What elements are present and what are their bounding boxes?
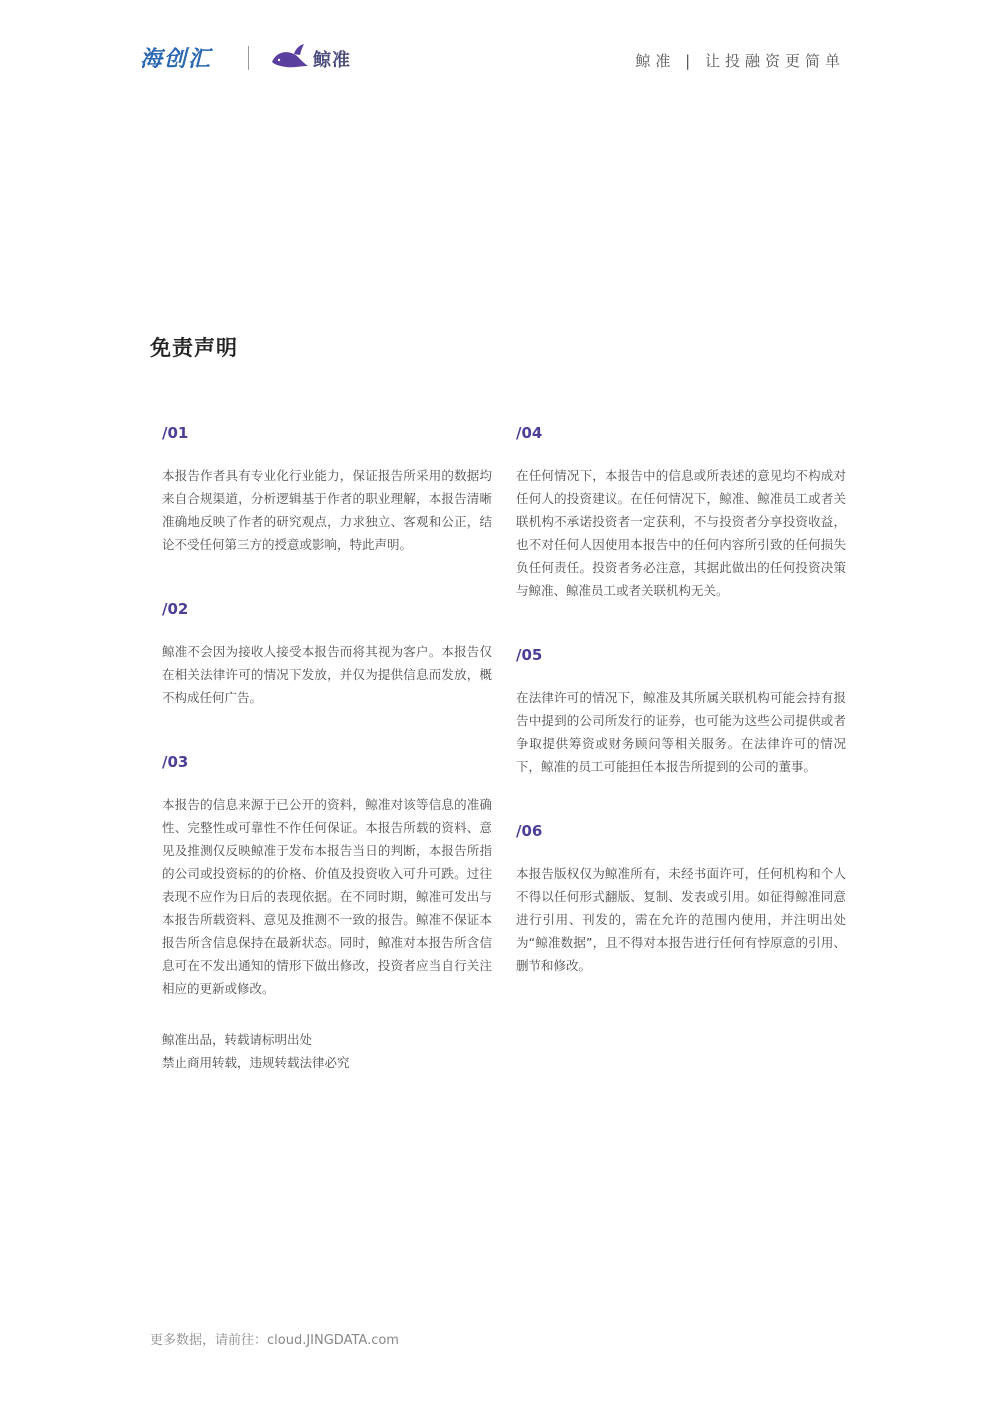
right-column	[516, 424, 846, 1021]
jingzhun-logo-text: 鲸准	[313, 50, 351, 71]
page-header	[140, 40, 845, 80]
section-text: 本报告的信息来源于已公开的资料，鲸准对该等信息的准确性、完整性或可靠性不作任何保证。本报告所载的资料、意见及推测仅反映鲸准于发布本报告当日的判断，本报告所指的公司或投资标的的价格、价值及投资收入可升可跌。过往表现不应作为日后的表现依据。在不同时期，鲸准可发出与本报告所载资料、意见及推测不一致的报告。鲸准不保证本报告所含信息保持在最新状态。同时，鲸准对本报告所含信息可在不发出通知的情形下做出修改，投资者应当自行关注相应的更新或修改。	[162, 797, 492, 996]
section-number: /05	[516, 646, 543, 664]
section-number: /03	[162, 753, 189, 771]
section-number: /01	[162, 424, 189, 442]
footer-link-text: 更多数据，请前往：cloud.JINGDATA.com	[150, 1333, 399, 1348]
note-line-2: 禁止商用转载，违规转载法律必究	[162, 1055, 350, 1070]
section-number: /04	[516, 424, 543, 442]
disclaimer-section-02	[162, 600, 492, 709]
page-title: 免责声明	[150, 336, 238, 360]
whale-icon	[270, 42, 310, 72]
logo-divider	[248, 46, 249, 70]
section-number: /06	[516, 822, 543, 840]
note-line-1: 鲸准出品，转载请标明出处	[162, 1032, 313, 1047]
haichuanghui-logo: 海创汇	[140, 46, 213, 72]
disclaimer-section-04	[516, 424, 846, 602]
section-text: 鲸准不会因为接收人接受本报告而将其视为客户。本报告仅在相关法律许可的情况下发放，并仅为提供信息而发放，概不构成任何广告。	[162, 644, 492, 705]
disclaimer-section-06	[516, 822, 846, 977]
section-text: 本报告版权仅为鲸准所有，未经书面许可，任何机构和个人不得以任何形式翻版、复制、发表或引用。如征得鲸准同意进行引用、刊发的，需在允许的范围内使用，并注明出处为“鲸准数据”，且不得对本报告进行任何有悖原意的引用、删节和修改。	[516, 866, 846, 973]
copyright-note	[162, 1028, 350, 1074]
section-text: 在任何情况下，本报告中的信息或所表述的意见均不构成对任何人的投资建议。在任何情况下，鲸准、鲸准员工或者关联机构不承诺投资者一定获利，不与投资者分享投资收益，也不对任何人因使用本报告中的任何内容所引致的任何损失负任何责任。投资者务必注意，其据此做出的任何投资决策与鲸准、鲸准员工或者关联机构无关。	[516, 468, 846, 598]
left-column	[162, 424, 492, 1044]
section-text: 在法律许可的情况下，鲸准及其所属关联机构可能会持有报告中提到的公司所发行的证券，也可能为这些公司提供或者争取提供筹资或财务顾问等相关服务。在法律许可的情况下，鲸准的员工可能担任本报告所提到的公司的董事。	[516, 690, 846, 774]
section-text: 本报告作者具有专业化行业能力，保证报告所采用的数据均来自合规渠道，分析逻辑基于作者的职业理解，本报告清晰准确地反映了作者的研究观点，力求独立、客观和公正，结论不受任何第三方的授意或影响，特此声明。	[162, 468, 492, 552]
disclaimer-section-03	[162, 753, 492, 1000]
disclaimer-section-01	[162, 424, 492, 556]
header-tagline: 鲸准 | 让投融资更简单	[635, 52, 845, 70]
disclaimer-section-05	[516, 646, 846, 778]
section-number: /02	[162, 600, 189, 618]
